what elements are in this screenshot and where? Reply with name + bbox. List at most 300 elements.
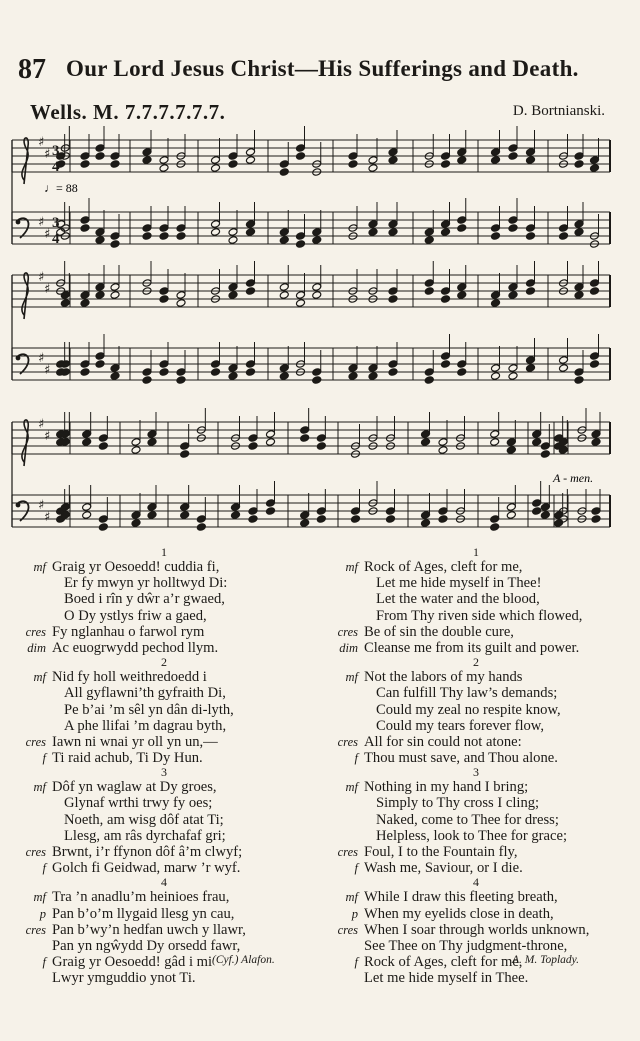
note-head [388, 220, 398, 229]
dynamic-marking: cres [337, 922, 358, 937]
note-head [176, 224, 186, 233]
dynamic-marking: cres [25, 845, 46, 859]
lyric-text: Ac euogrwydd pechod llym. [52, 639, 219, 656]
note-head [424, 236, 434, 245]
verse-line [326, 906, 626, 922]
lyric-text: See Thee on Thy judgment-throne, [364, 937, 568, 954]
note-head [508, 144, 518, 153]
note-head [490, 438, 500, 447]
note-head [490, 515, 500, 524]
note-head [110, 364, 120, 373]
note-head [228, 160, 238, 169]
note-head [424, 376, 434, 385]
note-head [300, 434, 310, 443]
note-head [554, 511, 564, 520]
dynamic-marking: cres [337, 624, 358, 639]
note-head [388, 287, 398, 296]
note-head [559, 356, 569, 365]
note-head [80, 160, 90, 169]
note-head [196, 523, 206, 532]
note-head [438, 515, 448, 524]
verse-line [326, 640, 626, 656]
verse-line [326, 860, 626, 876]
dynamic-marking: cres [25, 922, 46, 937]
note-head [316, 515, 326, 524]
note-head [228, 291, 238, 300]
note-head [300, 519, 310, 528]
note-head [131, 511, 141, 520]
note-head [248, 442, 258, 451]
music-score [8, 120, 628, 540]
note-head [159, 368, 169, 377]
sharp-icon: ♯ [44, 147, 51, 162]
note-head [491, 232, 501, 241]
verse-line [326, 828, 626, 844]
dynamic-marking: f [354, 861, 358, 876]
dynamic-marking: dim [27, 640, 46, 655]
note-head [248, 507, 258, 516]
note-head [80, 299, 90, 308]
note-head [438, 438, 448, 447]
dynamic-marking: f [42, 751, 46, 766]
verse-line [326, 624, 626, 640]
note-head [559, 232, 569, 241]
note-head [491, 372, 501, 381]
verse-number: 3 [161, 765, 167, 780]
note-head [508, 283, 518, 292]
amen-label: A - men. [553, 471, 594, 485]
note-head [98, 434, 108, 443]
lyric-text: Nothing in my hand I bring; [364, 779, 529, 796]
note-head [110, 152, 120, 161]
note-head [441, 160, 451, 169]
note-head [228, 364, 238, 373]
note-head [424, 368, 434, 377]
note-head [421, 430, 431, 439]
verse-line [14, 702, 314, 718]
note-head [98, 523, 108, 532]
note-head [526, 232, 536, 241]
note-head [147, 438, 157, 447]
note-head [176, 368, 186, 377]
lyric-text: Cleanse me from its guilt and power. [364, 639, 580, 656]
note-head [457, 283, 467, 292]
verse-line [14, 624, 314, 640]
note-head [211, 360, 221, 369]
dynamic-marking: cres [337, 845, 358, 859]
note-head [228, 372, 238, 381]
verse-line [326, 734, 626, 750]
note-head [110, 283, 120, 292]
verse-line [14, 844, 314, 860]
lyric-text: Tra ’n anadlu’m heinioes frau, [52, 889, 230, 906]
note-head [228, 228, 238, 237]
dynamic-marking: p [351, 906, 358, 921]
lyric-text: Thou must save, and Thou alone. [364, 750, 558, 767]
note-head [180, 442, 190, 451]
verse-line [326, 591, 626, 607]
sharp-icon: ♯ [44, 282, 51, 297]
note-head [441, 287, 451, 296]
lyric-text: Rock of Ages, cleft for me, [364, 954, 523, 971]
verse-line [14, 922, 314, 938]
note-head [246, 360, 256, 369]
note-head [540, 450, 550, 459]
lyric-text: Fy nglanhau o farwol rym [52, 623, 205, 640]
sharp-icon: ♯ [44, 227, 51, 242]
note-head [368, 220, 378, 229]
note-head [540, 503, 550, 512]
verse-line [326, 685, 626, 701]
lyric-text: Iawn ni wnai yr oll yn un,— [52, 733, 218, 750]
note-head [131, 438, 141, 447]
note-head [388, 156, 398, 165]
verse-line [14, 970, 314, 986]
dynamic-marking: mf [345, 670, 358, 685]
note-head [312, 291, 322, 300]
note-head [296, 240, 306, 249]
note-head [131, 519, 141, 528]
verse-line [14, 750, 314, 766]
sharp-icon: ♯ [38, 417, 45, 432]
note-head [441, 220, 451, 229]
note-head [491, 224, 501, 233]
note-head [590, 352, 600, 361]
note-head [312, 228, 322, 237]
note-head [159, 287, 169, 296]
note-head [368, 364, 378, 373]
composer: D. Bortnianski. [512, 103, 605, 119]
lyric-text: Graig yr Oesoedd! gâd i mi [52, 954, 213, 971]
note-head [457, 368, 467, 377]
note-head [441, 352, 451, 361]
lyric-text: Boed i rîn y dŵr a’r gwaed, [64, 591, 225, 608]
note-head [386, 515, 396, 524]
note-head [526, 148, 536, 157]
note-head [457, 156, 467, 165]
note-head [559, 364, 569, 373]
dynamic-marking: cres [337, 734, 358, 749]
staff-systems [12, 126, 610, 531]
verse-line [14, 812, 314, 828]
note-head [300, 511, 310, 520]
verse-line [14, 718, 314, 734]
note-head [142, 232, 152, 241]
note-head [95, 228, 105, 237]
note-head [591, 507, 601, 516]
note-head [296, 152, 306, 161]
note-head [540, 511, 550, 520]
bass-clef-dot [16, 503, 21, 508]
sharp-icon: ♯ [44, 510, 51, 525]
verse-line [326, 812, 626, 828]
note-head [248, 515, 258, 524]
note-head [490, 430, 500, 439]
note-head [421, 511, 431, 520]
note-head [279, 372, 289, 381]
note-head [386, 507, 396, 516]
note-head [296, 144, 306, 153]
verse-number: 1 [161, 545, 167, 559]
note-head [491, 156, 501, 165]
note-head [438, 446, 448, 455]
note-head [147, 511, 157, 520]
note-head [228, 152, 238, 161]
note-head [266, 499, 276, 508]
note-head [348, 364, 358, 373]
verse-line [326, 938, 626, 954]
lyric-text: Noeth, am wisg dôf atat Ti; [64, 811, 224, 828]
note-head [159, 164, 169, 173]
lyric-text: Llesg, am râs dyrchafaf gri; [64, 827, 226, 844]
note-head [142, 376, 152, 385]
note-head [441, 152, 451, 161]
note-head [180, 450, 190, 459]
note-head [110, 160, 120, 169]
note-head [279, 291, 289, 300]
lyric-text: When my eyelids close in death, [364, 905, 554, 922]
note-head [388, 228, 398, 237]
note-head [508, 216, 518, 225]
lyric-text: Pan b’o’m llygaid llesg yn cau, [52, 905, 235, 922]
note-head [574, 291, 584, 300]
sharp-icon: ♯ [44, 363, 51, 378]
lyric-text: Let me hide myself in Thee. [364, 970, 529, 987]
dynamic-marking: f [354, 751, 358, 766]
verse-number: 2 [473, 655, 479, 670]
note-head [159, 156, 169, 165]
note-head [368, 156, 378, 165]
note-head [279, 236, 289, 245]
note-head [526, 356, 536, 365]
note-head [279, 228, 289, 237]
treble-clef [22, 420, 28, 466]
note-head [457, 291, 467, 300]
verse-line [326, 702, 626, 718]
verse-line [14, 608, 314, 624]
lyric-text: While I draw this fleeting breath, [364, 889, 558, 906]
note-head [80, 360, 90, 369]
note-head [508, 224, 518, 233]
dynamic-marking: mf [345, 890, 358, 905]
note-head [228, 236, 238, 245]
dynamic-marking: f [42, 861, 46, 876]
lyric-text: Can fulfill Thy law’s demands; [376, 685, 558, 702]
verse-line [14, 591, 314, 607]
note-head [296, 232, 306, 241]
english-author-credit: A. M. Toplady. [512, 954, 579, 966]
lyric-text: Pan yn ngŵydd Dy orsedd fawr, [52, 937, 241, 954]
verse-number: 2 [161, 655, 167, 670]
note-head [590, 164, 600, 173]
note-head [159, 232, 169, 241]
verse-line [326, 718, 626, 734]
time-signature: 3 [52, 143, 60, 159]
verse-line [14, 779, 314, 795]
note-head [110, 240, 120, 249]
lyric-text: Glynaf wrthi trwy fy oes; [64, 795, 213, 812]
verse-line [326, 889, 626, 905]
note-head [110, 291, 120, 300]
note-head [131, 446, 141, 455]
note-head [98, 442, 108, 451]
note-head [246, 228, 256, 237]
note-head [80, 368, 90, 377]
note-head [296, 291, 306, 300]
note-head [532, 430, 542, 439]
note-head [421, 438, 431, 447]
verse-line [326, 669, 626, 685]
note-head [196, 515, 206, 524]
hymn-title: Our Lord Jesus Christ—His Sufferings and Death. [66, 56, 579, 81]
note-head [506, 503, 516, 512]
note-head [508, 372, 518, 381]
note-head [457, 216, 467, 225]
lyric-text: Could my tears forever flow, [376, 717, 545, 734]
note-head [180, 503, 190, 512]
note-head [211, 220, 221, 229]
note-head [351, 507, 361, 516]
note-head [95, 291, 105, 300]
note-head [574, 228, 584, 237]
note-head [80, 216, 90, 225]
note-head [526, 224, 536, 233]
verse-line [14, 575, 314, 591]
note-head [159, 295, 169, 304]
verse-number: 1 [473, 545, 479, 559]
verse-line [326, 750, 626, 766]
verse-line [14, 685, 314, 701]
time-signature: 4 [52, 231, 60, 247]
note-head [95, 236, 105, 245]
bass-clef-dot [16, 356, 21, 361]
note-head [296, 299, 306, 308]
verse-line [326, 954, 626, 970]
note-head [248, 434, 258, 443]
note-head [176, 232, 186, 241]
note-head [312, 376, 322, 385]
note-head [540, 442, 550, 451]
lyric-text: Be of sin the double cure, [364, 623, 514, 640]
note-head [590, 287, 600, 296]
note-head [438, 507, 448, 516]
note-head [266, 507, 276, 516]
treble-clef [22, 138, 28, 184]
verse-line [14, 669, 314, 685]
note-head [246, 368, 256, 377]
lyric-text: From Thy riven side which flowed, [376, 607, 583, 624]
note-head [60, 299, 70, 308]
lyric-text: Er fy mwyn yr holltwyd Di: [64, 575, 228, 592]
lyric-text: All for sin could not atone: [364, 733, 522, 750]
time-signature: 4 [52, 159, 60, 175]
note-head [388, 148, 398, 157]
note-head [176, 299, 186, 308]
note-head [506, 511, 516, 520]
note-head [211, 156, 221, 165]
note-head [590, 360, 600, 369]
note-head [508, 152, 518, 161]
note-head [142, 368, 152, 377]
lyric-text: Let the water and the blood, [376, 591, 540, 608]
dynamic-marking: mf [345, 560, 358, 574]
verse-line [14, 640, 314, 656]
note-head [82, 503, 92, 512]
verse-line [14, 559, 314, 575]
note-head [82, 438, 92, 447]
note-head [246, 156, 256, 165]
note-head [351, 515, 361, 524]
note-head [246, 220, 256, 229]
note-head [457, 148, 467, 157]
note-head [80, 224, 90, 233]
note-head [228, 283, 238, 292]
sharp-icon: ♯ [44, 429, 51, 444]
lyric-text: Rock of Ages, cleft for me, [364, 559, 523, 575]
english-verses [326, 546, 626, 987]
sharp-icon: ♯ [38, 215, 45, 230]
lyric-text: Ti raid achub, Ti Dy Hun. [52, 750, 203, 767]
note-head [312, 283, 322, 292]
verse-line [326, 575, 626, 591]
note-head [508, 364, 518, 373]
verse-line [14, 828, 314, 844]
note-head [532, 438, 542, 447]
verse-line [14, 734, 314, 750]
note-head [246, 279, 256, 288]
lyric-text: Let me hide myself in Thee! [376, 575, 542, 592]
verse-line [14, 795, 314, 811]
note-head [279, 160, 289, 169]
note-head [424, 279, 434, 288]
note-head [312, 236, 322, 245]
note-head [574, 220, 584, 229]
note-head [147, 503, 157, 512]
lyric-text: O Dy ystlys friw a gaed, [64, 607, 207, 624]
note-head [574, 160, 584, 169]
note-head [231, 511, 241, 520]
note-head [532, 499, 542, 508]
verse-line [326, 559, 626, 575]
note-head [388, 360, 398, 369]
lyric-text: When I soar through worlds unknown, [364, 921, 590, 938]
note-head [491, 364, 501, 373]
note-head [246, 148, 256, 157]
note-head [142, 224, 152, 233]
verse-line [326, 795, 626, 811]
note-head [95, 360, 105, 369]
verse-number: 4 [161, 875, 167, 890]
verse-line [326, 970, 626, 986]
note-head [424, 287, 434, 296]
note-head [211, 228, 221, 237]
lyric-text: Simply to Thy cross I cling; [376, 795, 540, 812]
dynamic-marking: mf [33, 560, 46, 574]
lyric-text: Naked, come to Thee for dress; [376, 811, 559, 828]
note-head [508, 291, 518, 300]
dynamic-marking: cres [25, 734, 46, 749]
note-head [526, 156, 536, 165]
note-head [441, 295, 451, 304]
lyric-text: Could my zeal no respite know, [376, 701, 561, 718]
note-head [211, 164, 221, 173]
note-head [82, 430, 92, 439]
note-head [368, 372, 378, 381]
dynamic-marking: cres [25, 624, 46, 639]
note-head [110, 232, 120, 241]
note-head [574, 368, 584, 377]
note-head [142, 156, 152, 165]
